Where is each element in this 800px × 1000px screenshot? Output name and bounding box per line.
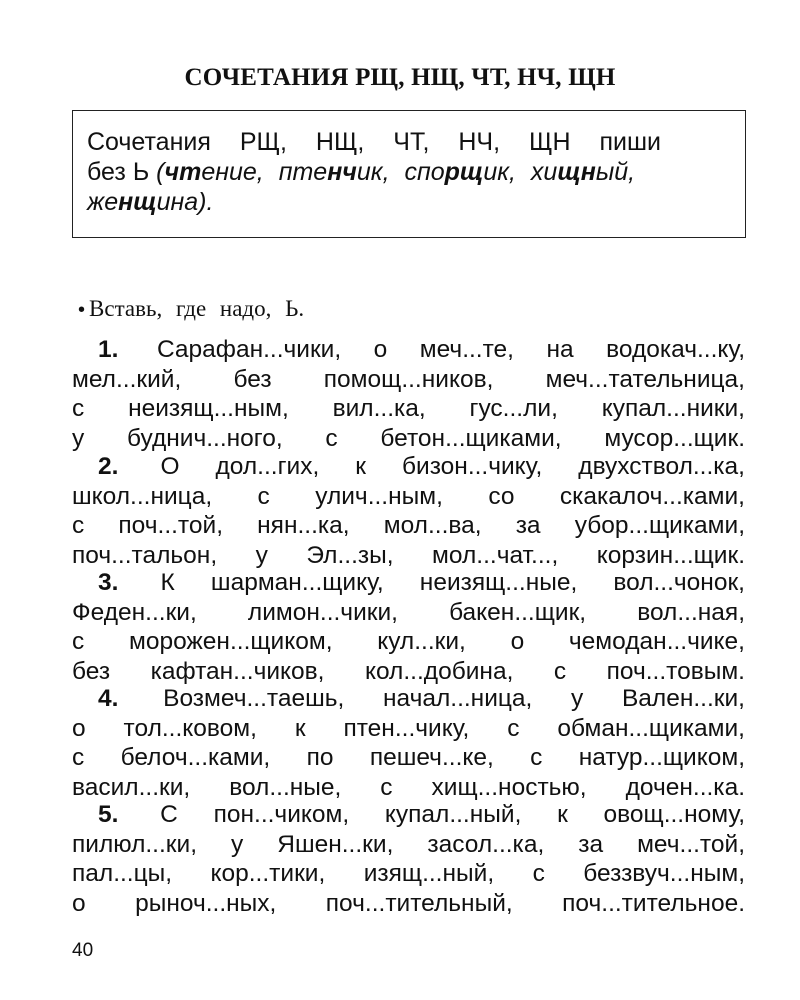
exercise-number: 3.: [98, 569, 119, 596]
exercise-number: 5.: [98, 801, 119, 828]
rule-example-bold: чт: [164, 158, 202, 186]
rule-example-post: ина).: [156, 188, 214, 216]
exercise-line-text: школ...ница, с улич...ным, со скакалоч...ками,: [72, 482, 745, 510]
bullet-icon: •: [78, 299, 86, 321]
exercise-2-line: [72, 514, 745, 539]
exercise-line-text: Возмеч...таешь, начал...ница, у Вален...ки,: [163, 685, 745, 712]
rule-example-pre: спо: [404, 158, 445, 186]
exercise-instruction: [78, 296, 304, 322]
exercise-line-text: у буднич...ного, с бетон...щиками, мусор...щик.: [72, 424, 745, 452]
exercise-line-text: с морожен...щиком, кул...ки, о чемодан...чике,: [72, 628, 745, 655]
exercise-1-line: [72, 365, 745, 393]
exercise-2-line: [72, 482, 745, 510]
exercise-line-text: пал...цы, кор...тики, изящ...ный, с беззвуч...ным,: [72, 860, 745, 887]
exercise-5-line: [72, 889, 745, 917]
exercise-3-line: [72, 657, 745, 685]
exercise-line-text: с поч...той, нян...ка, мол...ва, за убор...щиками,: [72, 512, 745, 539]
exercise-4-line: [72, 773, 745, 801]
rule-soft-sign: Ь: [132, 158, 150, 186]
exercise-line-text: С пон...чиком, купал...ный, к овощ...ному,: [160, 801, 745, 828]
exercise-line-text: О дол...гих, к бизон...чику, двухствол...ка,: [160, 453, 745, 480]
exercise-line-text: поч...тальон, у Эл...зы, мол...чат..., корзин...щик.: [72, 541, 745, 569]
rule-example-post: ик,: [356, 158, 405, 186]
rule-example-pre: пте: [278, 158, 328, 186]
exercise-number: 1.: [98, 336, 119, 363]
exercise-line-text: о рыноч...ных, поч...тительный, поч...тительное.: [72, 889, 745, 917]
exercise-number: 2.: [98, 453, 119, 480]
rule-example-bold: нч: [327, 158, 357, 186]
exercise-line-text: К шарман...щику, неизящ...ные, вол...чонок,: [160, 569, 745, 596]
exercise-line-text: с белоч...ками, по пешеч...ке, с натур...щиком,: [72, 744, 745, 771]
exercise-1-line: [72, 397, 745, 422]
rule-example-bold: рщ: [444, 158, 484, 186]
exercise-line-text: о тол...ковом, к птен...чику, с обман...щиками,: [72, 714, 745, 742]
exercise-4-line: [72, 746, 745, 771]
exercise-line-text: Феден...ки, лимон...чики, бакен...щик, вол...ная,: [72, 598, 745, 626]
exercise-1-line: [72, 424, 745, 452]
rule-example-post: ый,: [595, 158, 636, 186]
exercise-5-line: [72, 830, 745, 858]
exercise-3-line: [72, 630, 745, 655]
section-title: СОЧЕТАНИЯ РЩ, НЩ, ЧТ, НЧ, ЩН: [184, 64, 616, 91]
exercise-2-line: [72, 541, 745, 569]
exercise-number: 4.: [98, 685, 119, 712]
exercise-line-text: мел...кий, без помощ...ников, меч...тательница,: [72, 365, 745, 393]
rule-line-2: [87, 158, 635, 187]
rule-example-bold: щн: [557, 158, 596, 186]
rule-example-post: ение,: [201, 158, 279, 186]
exercise-line-text: пилюл...ки, у Яшен...ки, засол...ка, за меч...той,: [72, 830, 745, 858]
exercise-1-line: [98, 338, 745, 363]
exercise-3-line: [98, 571, 745, 596]
exercise-4-line: [72, 714, 745, 742]
exercise-2-line: [98, 455, 745, 480]
exercise-3-line: [72, 598, 745, 626]
exercise-line-text: с неизящ...ным, вил...ка, гус...ли, купал...ники,: [72, 395, 745, 422]
rule-example-post: ик,: [483, 158, 531, 186]
exercise-5-line: [98, 803, 745, 828]
exercise-line-text: Сарафан...чики, о меч...те, на водокач...ку,: [156, 336, 745, 363]
rule-line-3: [87, 188, 213, 217]
rule-example-pre: же: [87, 188, 119, 216]
rule-example-pre: (: [156, 158, 165, 186]
instruction-text: Вставь, где надо, Ь.: [89, 296, 305, 321]
exercise-4-line: [98, 687, 745, 712]
rule-line-2-prefix: без: [87, 158, 133, 186]
rule-example-bold: нщ: [118, 188, 157, 216]
exercise-line-text: васил...ки, вол...ные, с хищ...ностью, дочен...ка.: [72, 773, 745, 801]
rule-line-1: Сочетания РЩ, НЩ, ЧТ, НЧ, ЩН пиши: [87, 128, 661, 156]
rule-example-pre: хи: [530, 158, 558, 186]
page-number: 40: [72, 940, 94, 961]
exercise-line-text: без кафтан...чиков, кол...добина, с поч...товым.: [72, 657, 745, 685]
exercise-5-line: [72, 862, 745, 887]
